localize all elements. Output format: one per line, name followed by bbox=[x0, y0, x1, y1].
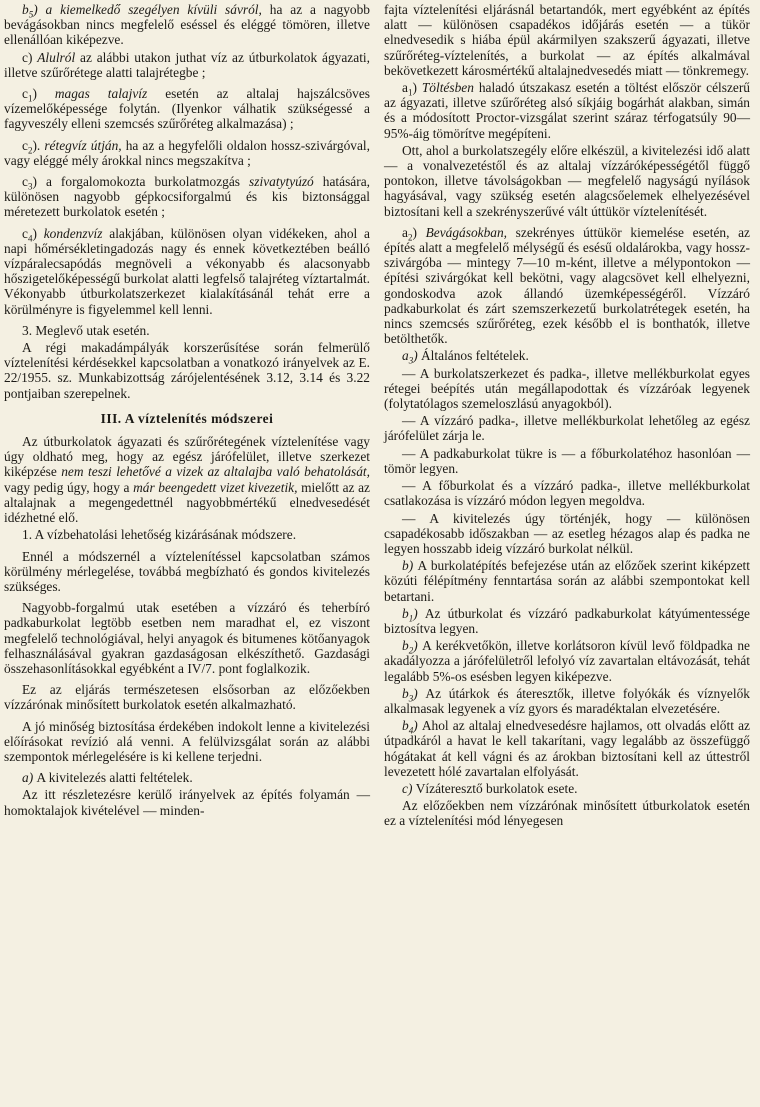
paragraph-continuation: fajta víztelenítési eljárásnál betartandók, mert egyébként az építés alatt — különösen csapadékos időjárás esetén — a tükör elnedvesedik s hiába épül akármilyen szakszerű ágyazati, illetve szűrőréteg-víztelenítés, a burkolat — az építés alkalmával bekövetkezett károsmértékű altalajnedvesedés miatt — tönkremegy. bbox=[384, 2, 750, 78]
section-1-title: 1. A vízbehatolási lehetőség kizárásának módszere. bbox=[22, 527, 297, 543]
paragraph-b2: $b_2$) A kerékvetőkön, illetve korlátsoron kívül levő földpadka ne akadályozza a járófelületről lefolyó víz zavartalan eltávozását, tehát legalább 5%-os esésben legyen kiképezve. bbox=[384, 638, 751, 684]
paragraph-c4: $c_4$) kondenzvíz alakjában, különösen olyan vidékeken, ahol a napi hőmérsékletingadozás nagy és ennek következtében beálló vízpáralecsapódás megnöveli a vékonyabb és alacsonyabb hőszigetelőképességű burkolat alatti legfelső talajréteg víztartalmát. Vékonyabb útburkolatszerkezet kialakításánál tehát erre a körülményre is figyelemmel kell lenni. bbox=[4, 225, 370, 317]
paragraph-b: b) A burkolatépítés befejezése után az előzőek szerint kiképzett közúti félépítmény fenntartása során az alábbi szempontokat kell betartani. bbox=[384, 558, 750, 604]
paragraph-a3: $a_3$) Általános feltételek. bbox=[402, 348, 529, 367]
right-column bbox=[384, 2, 750, 1107]
paragraph-b5: $b_5$) a kiemelkedő szegélyen kívüli sávról, ha az a nagyobb bevágásokban nincs megfelelő eséssel és eléggé tömören, illetve ellenállóan kiképezve. bbox=[4, 2, 370, 48]
paragraph-b1: $b_1$) Az útburkolat és vízzáró padkaburkolat kátyúmentessége biztosítva legyen. bbox=[384, 605, 750, 636]
section-3-title: 3. Meglevő utak esetén. bbox=[22, 322, 150, 338]
section-heading: III. A víztelenítés módszerei bbox=[100, 410, 274, 426]
paragraph-permeable: Az előzőekben nem vízzárónak minősített útburkolatok esetén ez a víztelenítési mód lényegesen bbox=[384, 798, 750, 829]
paragraph-procedure: Ez az eljárás természetesen elsősorban az előzőekben vízzárónak minősített burkolatok esetén alkalmazható. bbox=[4, 682, 370, 713]
paragraph-edge: Ott, ahol a burkolatszegély előre elkészül, a kivitelezési idő alatt — a vonalvezetéstől és az altalaj vízzáróképességétől függő pontokon, illetve távolságokban — megfelelő nagyságú nyílások hagyásával, vagy szükség esetén alagcsőelemek elhelyezésével biztosítani kell a szekrényszerűvé vált úttükör víztelenítését. bbox=[384, 142, 750, 219]
paragraph-a1: $a_1$) Töltésben haladó útszakasz esetén a töltést először célszerű az ágyazati, illetve szűrőréteg alsó síkjáig bogárhát alakban, simán és a módosított Proctor-vizsgálat szerint száraz térfogatsúly 90—95%-áig tömörítve megépíteni. bbox=[384, 80, 751, 141]
paragraph-a2: $a_2$) Bevágásokban, szekrényes úttükör kiemelése esetén, az építés alatt a megfelelő mélységű és esésű oldalárokba, vagy hossz-szivárgóba — mintegy 7—10 m-ként, illetve a mélypontokon — építési szivárgókat kell bekötni, vagy alagcsövet kell elhelyezni, gondoskodva azok állandó üzemképességéről. Vízzáró padkaburkolat és zárt szemszerkezetű burkolatrétegek esetén, ha nincs szemcsés szűrőréteg, ezek később el is bonthatók, illetve betölthetők. bbox=[384, 224, 750, 347]
paragraph-b3: $b_3$) Az útárkok és áteresztők, illetve folyókák és víznyelők alkalmasak legyenek a víz gyors és maradéktalan elvezetésére. bbox=[384, 685, 750, 716]
left-column bbox=[4, 2, 370, 1107]
paragraph-c2: $c_2$). rétegvíz útján, ha az a hegyfelőli oldalon hossz-szivárgóval, vagy eléggé mély árokkal nincs megszakítva ; bbox=[4, 137, 370, 168]
paragraph-methods: Az útburkolatok ágyazati és szűrőrétegének víztelenítése vagy úgy oldható meg, hogy az egész járófelület, illetve szerkezet kiképzése nem teszi lehetővé a vizek az altalajba való behatolását, vagy pedig úgy, hogy a már beengedett vizet kivezetik, mielőtt az az altalajnak a megengedettnél nagyobbmértékű elnedvesedését idézhetné elő. bbox=[4, 434, 370, 526]
paragraph-makadam: A régi makadámpályák korszerűsítése során felmerülő víztelenítési kérdésekkel kapcsolatban a vonatkozó irányelvek az E. 22/1955. sz. Munkabizottság zárójelentésének 3.12, 3.14 és 3.22 pontjaiban szerepelnek. bbox=[4, 340, 370, 401]
paragraph-c: c) Alulról az alábbi utakon juthat víz az útburkolatok ágyazati, illetve szűrőrétege alatti talajrétegbe ; bbox=[4, 49, 370, 80]
paragraph-c1: $c_1$) magas talajvíz esetén az altalaj hajszálcsöves vízemelőképessége folytán. (Ilyenkor válhatik szükségessé a fagyveszély elleni szemcsés szűrőréteg alkalmazása) ; bbox=[4, 86, 370, 132]
paragraph-quality: A jó minőség biztosítása érdekében indokolt lenne a kivitelezési előírásokat revízió alá venni. A felülvizsgálat során az alábbi szempontok mérlegelésére is ki kellene terjedni. bbox=[4, 718, 370, 764]
paragraph-method-note: Ennél a módszernél a víztelenítéssel kapcsolatban számos körülmény mérlegelése, továbbá megbízható és gondos kivitelezés szükséges. bbox=[4, 548, 370, 594]
paragraph-c3: $c_3$) a forgalomokozta burkolatmozgás szivatytyúzó hatására, különösen nagyobb gépkocsiforgalmú és kis biztonsággal méretezett burkolatok esetén ; bbox=[4, 174, 370, 220]
paragraph-traffic: Nagyobb-forgalmú utak esetében a vízzáró és teherbíró padkaburkolat legtöbb esetben nem maradhat el, ez viszont megfelelő technológiával, helyi anyagok és bitumenes kötőanyagok felhasználásával gyakran gazdaságosan elkészíthető. Gazdasági összehasonlításokkal egyébként a IV/7. pont foglalkozik. bbox=[4, 600, 370, 676]
paragraph-c-right: c) Vízáteresztő burkolatok esete. bbox=[402, 780, 578, 796]
paragraph-joint: — A főburkolat és a vízzáró padka-, illetve mellékburkolat csatlakozása is vízzáró módon legyen megoldva. bbox=[384, 478, 750, 509]
paragraph-shoulder: — A vízzáró padka-, illetve mellékburkolat lehetőleg az egész járófelület zárja le. bbox=[384, 413, 750, 444]
paragraph-b4: $b_4$) Ahol az altalaj elnedvesedésre hajlamos, ott olvadás előtt az útpadkáról a havat le kell takarítani, vagy legalább az összefüggő hógátakat át kell vágni és az árokban biztosítani kell az úttestről levezetett hólé zavartalan elfolyását. bbox=[384, 718, 750, 779]
paragraph-subgrade: — A padkaburkolat tükre is — a főburkolatéhoz hasonlóan — tömör legyen. bbox=[384, 445, 750, 476]
paragraph-guidelines: Az itt részletezésre kerülő irányelvek az építés folyamán — homoktalajok kivételével — minden- bbox=[4, 787, 370, 818]
paragraph-execution: — A kivitelezés úgy történjék, hogy — különösen csapadékosabb időszakban — az esetleg hézagos alap és padka ne legyen hosszabb ideig vízzáró burkolat nélkül. bbox=[384, 510, 750, 556]
paragraph-a: a) A kivitelezés alatti feltételek. bbox=[22, 770, 193, 786]
paragraph-layers: — A burkolatszerkezet és padka-, illetve mellékburkolat egyes rétegei beépítés után megállapodottak és vízzáróak legyenek (folytatólagos szemeloszlású anyagokból). bbox=[384, 365, 750, 412]
